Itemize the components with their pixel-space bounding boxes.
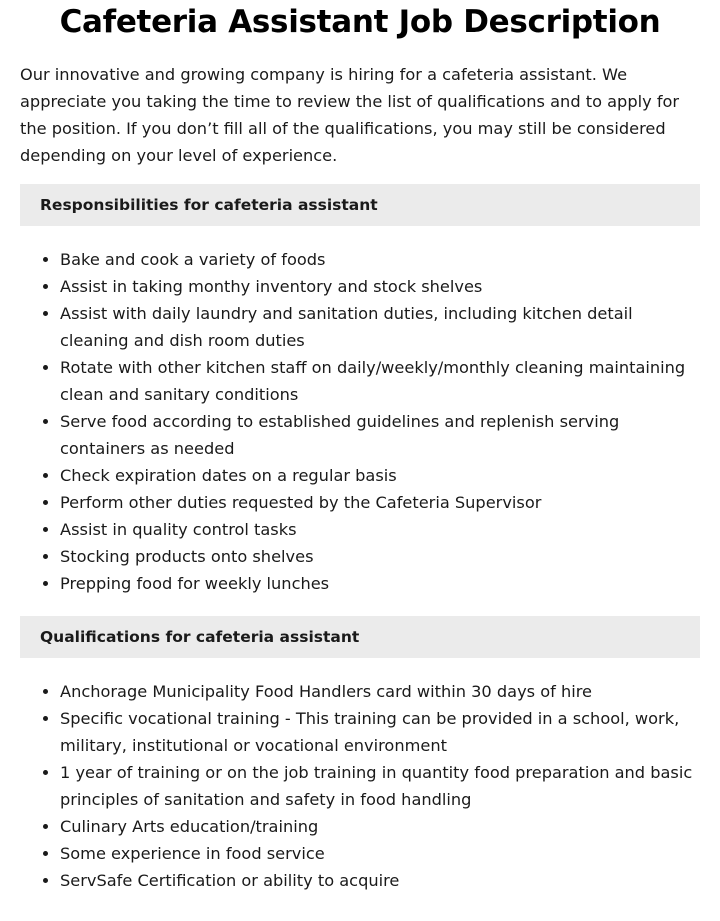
- list-item: • Culinary Arts education/training: [60, 813, 700, 840]
- page-title: Cafeteria Assistant Job Description: [59, 4, 661, 40]
- intro-paragraph: Our innovative and growing company is hiring for a cafeteria assistant. We appreciate you taking the time to review the list of qualifications and to apply for the position. If you don’t fill all of the qualifications, you may still be considered depending on your level of experience.: [20, 65, 680, 165]
- list-item: • Assist with daily laundry and sanitation duties, including kitchen detail cleaning and dish room duties: [60, 300, 700, 354]
- list-item: • Stocking products onto shelves: [60, 543, 700, 570]
- list-item: • Anchorage Municipality Food Handlers card within 30 days of hire: [60, 678, 700, 705]
- list-item: • Rotate with other kitchen staff on daily/weekly/monthly cleaning maintaining clean and sanitary conditions: [60, 354, 700, 408]
- responsibilities-heading: Responsibilities for cafeteria assistant: [20, 184, 700, 226]
- list-item: • ServSafe Certification or ability to acquire: [60, 867, 700, 894]
- list-item: • Serve food according to established guidelines and replenish serving containers as needed: [60, 408, 700, 462]
- responsibilities-list: [20, 246, 700, 597]
- list-item: • Check expiration dates on a regular basis: [60, 462, 700, 489]
- list-item: • Assist in taking monthy inventory and stock shelves: [60, 273, 700, 300]
- list-item: • Some experience in food service: [60, 840, 700, 867]
- qualifications-list: [20, 678, 700, 894]
- list-item: • 1 year of training or on the job training in quantity food preparation and basic principles of sanitation and safety in food handling: [60, 759, 700, 813]
- qualifications-heading: Qualifications for cafeteria assistant: [20, 616, 700, 658]
- list-item: • Perform other duties requested by the Cafeteria Supervisor: [60, 489, 700, 516]
- list-item: • Assist in quality control tasks: [60, 516, 700, 543]
- list-item: • Bake and cook a variety of foods: [60, 246, 700, 273]
- list-item: • Prepping food for weekly lunches: [60, 570, 700, 597]
- list-item: • Specific vocational training - This training can be provided in a school, work, military, institutional or vocational environment: [60, 705, 700, 759]
